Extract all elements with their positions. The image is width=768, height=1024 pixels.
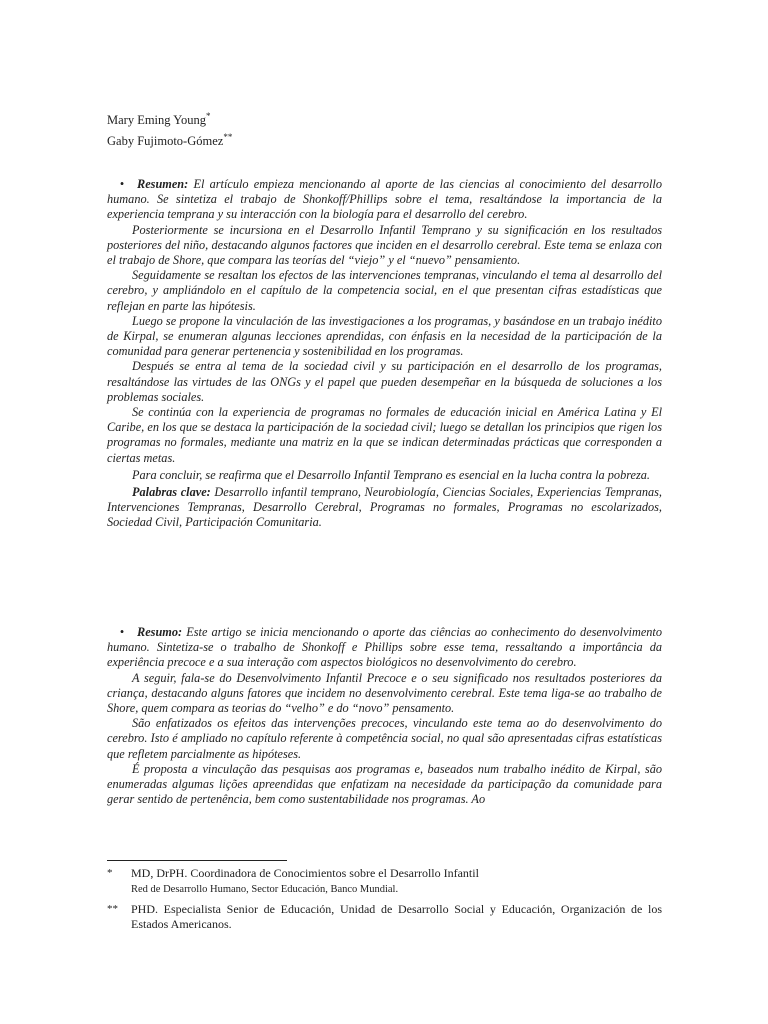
abstract-paragraph: Después se entra al tema de la sociedad civil y su participación en el desarrollo de los programas, resaltándose las virtudes de las ONGs y el papel que pueden desempeñar en la búsqueda de soluciones a los problemas sociales. (107, 359, 662, 404)
footnote-text: PHD. Especialista Senior de Educación, Unidad de Desarrollo Social y Educación, Organización de los Estados Americanos. (131, 902, 662, 931)
footnote-2 (107, 902, 662, 932)
bullet-icon: • (119, 625, 125, 639)
abstract-portuguese (107, 625, 662, 807)
keywords-label: Palabras clave: (132, 484, 211, 499)
abstract-spanish (107, 177, 662, 530)
abstract-paragraph: Posteriormente se incursiona en el Desarrollo Infantil Temprano y su significación en los resultados posteriores del niño, destacando algunos factores que inciden en el desarrollo cerebral. Este tema se enlaza con el trabajo de Shore, que compara las teorías del “viejo” y el “nuevo” pensamiento. (107, 222, 662, 268)
footnote-separator (107, 860, 287, 861)
author-1 (107, 108, 232, 129)
abstract-paragraph: São enfatizados os efeitos das intervenções precoces, vinculando este tema ao do desenvolvimento do cerebro. Isto é ampliado no capítulo referente à competência social, no qual são apresentadas cifras estatísticas que refletem parcialmente as hipóteses. (107, 716, 662, 761)
footnote-marker: ** (107, 903, 118, 915)
keywords-text: Desarrollo infantil temprano, Neurobiología, Ciencias Sociales, Experiencias Tempranas, Intervenciones Tempranas, Desarrollo Cerebral, Programas no formales, Programas no escolarizados, Sociedad Civil, Participación Comunitaria. (107, 484, 662, 530)
abstract-paragraph: Para concluir, se reafirma que el Desarrollo Infantil Temprano es esencial en la lucha contra la pobreza. (132, 467, 651, 482)
keywords (107, 485, 662, 531)
abstract-text: El artículo empieza mencionando al aporte de las ciencias al conocimiento del desarrollo humano. Se sintetiza el trabajo de Shonkoff/Phillips sobre el tema, resaltándose la importancia de la experiencia temprana y su interacción con la biología para el desarrollo del cerebro. (107, 177, 662, 222)
abstract-paragraph: A seguir, fala-se do Desenvolvimento Infantil Precoce e o seu significado nos resultados posteriores da criança, destacando alguns fatores que incidem no desenvolvimento cerebral. Este tema liga-se ao trabalho de Shore, quem compara as teorias do “velho” e do “novo” pensamento. (107, 670, 662, 716)
author-name: Mary Eming Young (107, 113, 206, 128)
author-2 (107, 129, 232, 150)
footnotes (107, 866, 662, 937)
author-name: Gaby Fujimoto-Gómez (107, 134, 224, 149)
footnote-subtext: Red de Desarrollo Humano, Sector Educación, Banco Mundial. (131, 884, 399, 895)
abstract-text: Este artigo se inicia mencionando o aporte das ciências ao conhecimento do desenvolvimento humano. Sintetiza-se o trabalho de Shonkoff e Phillips sobre esse tema, ressaltando a importância da experiência precoce e a sua interação com aspectos biológicos no desenvolvimento do cerebro. (107, 625, 662, 670)
abstract-paragraph (107, 625, 662, 671)
abstract-label: Resumen: (137, 177, 189, 191)
bullet-icon: • (119, 177, 125, 191)
author-block (107, 108, 232, 150)
abstract-paragraph: Luego se propone la vinculación de las investigaciones a los programas, y basándose en un trabajo inédito de Kirpal, se enumeran algunas lecciones aprendidas, con énfasis en la necesidad de la participación de la comunidad para generar pertenencia y sostenibilidad en los programas. (107, 313, 662, 359)
footnote-1 (107, 866, 662, 897)
footnote-marker: ** (223, 132, 233, 143)
abstract-paragraph (107, 177, 662, 223)
abstract-paragraph: Se continúa con la experiencia de programas no formales de educación inicial en América Latina y El Caribe, en los que se destaca la participación de la sociedad civil; luego se detallan los principios que rigen los programas no formales, mediante una matriz en la que se indican determinadas prácticas que corresponden a ciertas metas. (107, 405, 662, 465)
abstract-label: Resumo: (137, 625, 183, 639)
footnote-text: MD, DrPH. Coordinadora de Conocimientos sobre el Desarrollo Infantil (131, 866, 479, 880)
footnote-marker: * (107, 867, 113, 879)
abstract-paragraph: É proposta a vinculação das pesquisas aos programas e, baseados num trabalho inédito de Kirpal, são enumeradas algumas lições apreendidas que enfatizam na necesidade da participação da comunidade para gerar sentido de pertenência, bem como sustentabilidade nos programas. Ao (107, 761, 662, 807)
footnote-marker: * (205, 111, 211, 121)
abstract-paragraph: Seguidamente se resaltan los efectos de las intervenciones tempranas, vinculando el tema al desarrollo del cerebro, y ampliándolo en el capítulo de la competencia social, en el que presentan cifras estadísticas que reflejan en parte las hipótesis. (107, 268, 662, 313)
